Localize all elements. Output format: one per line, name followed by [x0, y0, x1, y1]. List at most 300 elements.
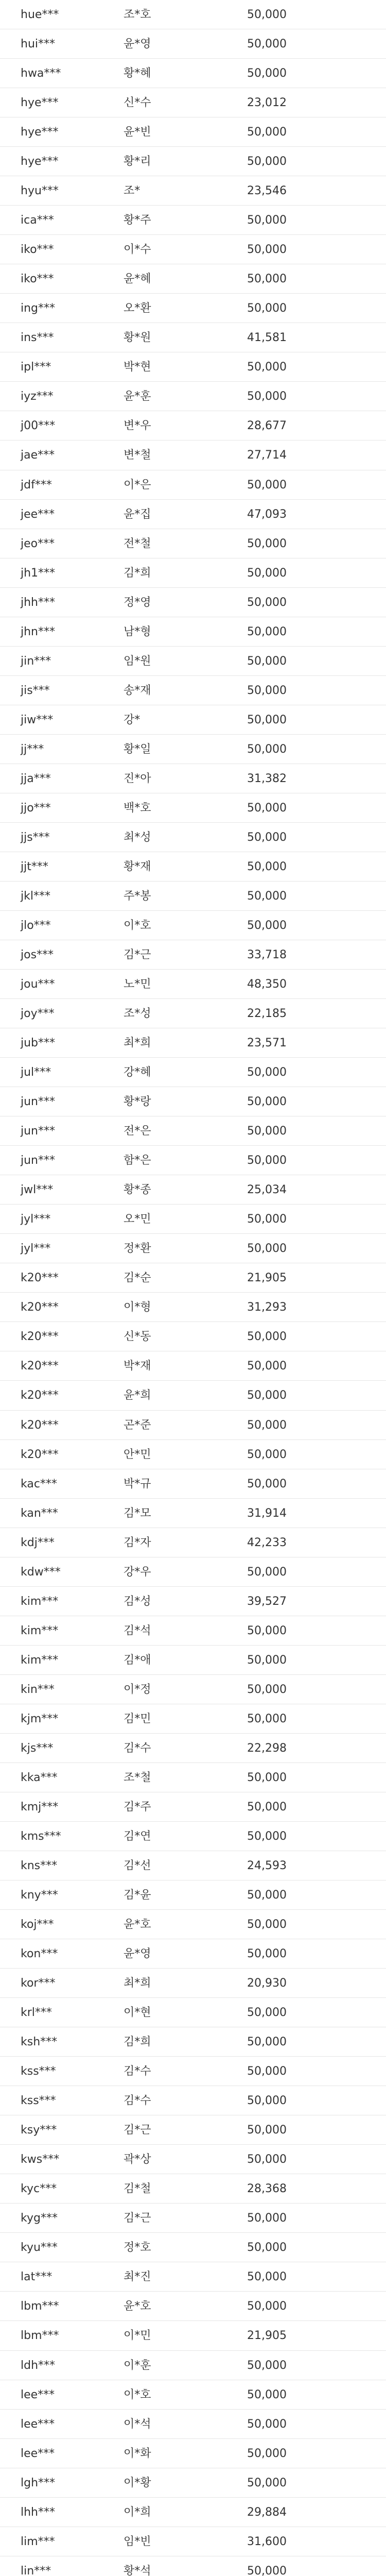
list-item [0, 206, 386, 235]
user-name: 이*황 [124, 2476, 151, 2489]
amount: 50,000 [247, 1448, 287, 1461]
list-item [0, 1675, 386, 1704]
user-id: kka*** [21, 1771, 58, 1784]
user-id: lim*** [21, 2535, 55, 2548]
user-name: 김*모 [124, 1506, 151, 1520]
amount: 50,000 [247, 2417, 287, 2431]
list-item [0, 1234, 386, 1263]
amount: 50,000 [247, 1154, 287, 1167]
amount: 50,000 [247, 1918, 287, 1931]
amount: 50,000 [247, 625, 287, 638]
user-name: 김*석 [124, 1624, 151, 1637]
user-id: jun*** [21, 1154, 55, 1167]
user-name: 김*근 [124, 2124, 151, 2137]
user-name: 김*수 [124, 1741, 151, 1755]
amount: 50,000 [247, 2447, 287, 2460]
user-name: 신*동 [124, 1330, 151, 1344]
list-item [0, 147, 386, 176]
user-name: 이*석 [124, 2417, 151, 2431]
user-id: kws*** [21, 2153, 60, 2166]
amount: 41,581 [247, 331, 287, 345]
amount: 50,000 [247, 2476, 287, 2489]
list-item [0, 1293, 386, 1322]
user-id: kan*** [21, 1506, 58, 1520]
list-item [0, 2556, 386, 2576]
user-id: jis*** [21, 684, 50, 697]
user-id: lin*** [21, 2564, 51, 2576]
amount: 50,000 [247, 2564, 287, 2576]
user-id: kyu*** [21, 2241, 58, 2255]
list-item [0, 264, 386, 294]
amount: 50,000 [247, 155, 287, 168]
list-item [0, 2292, 386, 2321]
user-name: 이*은 [124, 478, 151, 492]
list-item [0, 2498, 386, 2527]
amount: 50,000 [247, 596, 287, 609]
user-id: lbm*** [21, 2329, 59, 2343]
user-id: jlo*** [21, 919, 51, 932]
amount: 50,000 [247, 889, 287, 903]
amount: 50,000 [247, 1712, 287, 1725]
amount: 50,000 [247, 1829, 287, 1843]
list-item [0, 1880, 386, 1910]
user-name: 정*영 [124, 596, 151, 609]
amount: 50,000 [247, 126, 287, 139]
user-id: k20*** [21, 1389, 59, 1402]
amount: 50,000 [247, 2036, 287, 2049]
user-name: 김*희 [124, 566, 151, 580]
user-id: kac*** [21, 1477, 57, 1490]
user-id: jja*** [21, 772, 51, 785]
user-name: 황*리 [124, 155, 151, 168]
user-id: hye*** [21, 155, 59, 168]
user-name: 이*희 [124, 2505, 151, 2519]
amount: 22,298 [247, 1741, 287, 1755]
user-id: jwl*** [21, 1183, 54, 1197]
user-id: hwa*** [21, 67, 61, 80]
amount: 50,000 [247, 390, 287, 403]
list-item [0, 1910, 386, 1939]
user-name: 윤*영 [124, 38, 151, 51]
user-name: 조*성 [124, 1007, 151, 1021]
user-name: 김*근 [124, 2212, 151, 2225]
user-name: 오*민 [124, 1213, 151, 1226]
amount: 50,000 [247, 1683, 287, 1696]
list-item [0, 1822, 386, 1851]
amount: 50,000 [247, 243, 287, 257]
user-name: 안*민 [124, 1448, 151, 1461]
user-name: 김*철 [124, 2182, 151, 2196]
user-id: k20*** [21, 1360, 59, 1373]
user-id: kdj*** [21, 1536, 55, 1549]
amount: 50,000 [247, 1389, 287, 1402]
amount: 42,233 [247, 1536, 287, 1549]
user-id: jjs*** [21, 831, 50, 844]
amount: 50,000 [247, 2153, 287, 2166]
list-item [0, 1087, 386, 1116]
list-item [0, 970, 386, 999]
list-item [0, 29, 386, 59]
amount: 50,000 [247, 1066, 287, 1079]
list-item [0, 529, 386, 558]
user-name: 남*형 [124, 625, 151, 638]
amount: 23,571 [247, 1037, 287, 1050]
list-item [0, 294, 386, 323]
user-id: jun*** [21, 1095, 55, 1109]
amount: 50,000 [247, 38, 287, 51]
user-id: kny*** [21, 1889, 58, 1902]
user-id: jkl*** [21, 889, 50, 903]
list-item [0, 411, 386, 440]
list-item [0, 1175, 386, 1205]
user-name: 노*민 [124, 978, 151, 991]
list-item [0, 0, 386, 29]
amount: 50,000 [247, 2388, 287, 2401]
amount: 50,000 [247, 1418, 287, 1432]
user-id: jou*** [21, 978, 55, 991]
user-id: jjo*** [21, 801, 51, 815]
list-item [0, 2174, 386, 2204]
amount: 21,905 [247, 2329, 287, 2343]
amount: 50,000 [247, 1624, 287, 1637]
user-name: 최*성 [124, 831, 151, 844]
list-item [0, 1351, 386, 1381]
list-item [0, 940, 386, 970]
amount: 50,000 [247, 1947, 287, 1961]
list-item [0, 676, 386, 705]
user-name: 이*수 [124, 243, 151, 257]
amount: 50,000 [247, 860, 287, 873]
user-name: 최*희 [124, 1037, 151, 1050]
user-id: ipl*** [21, 361, 51, 374]
user-name: 백*호 [124, 801, 151, 815]
user-id: kjm*** [21, 1712, 59, 1725]
user-id: joy*** [21, 1007, 55, 1021]
user-name: 최*희 [124, 1977, 151, 1990]
user-id: kdw*** [21, 1565, 61, 1579]
user-name: 김*근 [124, 948, 151, 961]
list-item [0, 1763, 386, 1792]
user-name: 송*재 [124, 684, 151, 697]
user-id: k20*** [21, 1448, 59, 1461]
user-name: 윤*희 [124, 1389, 151, 1402]
list-item [0, 558, 386, 588]
user-name: 강* [124, 713, 141, 726]
amount: 50,000 [247, 1477, 287, 1490]
user-id: lhh*** [21, 2505, 55, 2519]
user-id: jee*** [21, 507, 55, 521]
list-item [0, 1440, 386, 1469]
user-name: 황*재 [124, 860, 151, 873]
user-name: 윤*호 [124, 2300, 151, 2313]
amount: 50,000 [247, 1125, 287, 1138]
amount: 50,000 [247, 713, 287, 726]
list-item [0, 2468, 386, 2498]
amount: 50,000 [247, 919, 287, 932]
amount: 50,000 [247, 2124, 287, 2137]
user-name: 이*형 [124, 1301, 151, 1314]
user-name: 황*주 [124, 214, 151, 227]
user-id: ica*** [21, 214, 54, 227]
user-id: k20*** [21, 1272, 59, 1285]
user-id: kim*** [21, 1595, 59, 1608]
user-id: j00*** [21, 419, 56, 433]
user-name: 황*종 [124, 1183, 151, 1197]
amount: 33,718 [247, 948, 287, 961]
list-item [0, 2262, 386, 2292]
user-id: k20*** [21, 1301, 59, 1314]
user-id: hye*** [21, 96, 59, 110]
user-id: hye*** [21, 126, 59, 139]
list-item [0, 59, 386, 88]
amount: 50,000 [247, 684, 287, 697]
user-id: iko*** [21, 273, 54, 286]
user-name: 황*원 [124, 331, 151, 345]
user-name: 변*철 [124, 449, 151, 462]
amount: 50,000 [247, 2241, 287, 2255]
amount: 50,000 [247, 831, 287, 844]
list-item [0, 2527, 386, 2556]
user-id: jyl*** [21, 1213, 51, 1226]
list-item [0, 588, 386, 617]
user-name: 이*호 [124, 2388, 151, 2401]
list-item [0, 1557, 386, 1587]
user-id: kms*** [21, 1829, 61, 1843]
user-name: 임*원 [124, 654, 151, 668]
user-id: kyc*** [21, 2182, 57, 2196]
amount: 24,593 [247, 1859, 287, 1872]
amount: 50,000 [247, 1330, 287, 1344]
amount: 23,546 [247, 184, 287, 198]
amount: 50,000 [247, 2359, 287, 2372]
user-name: 김*선 [124, 1859, 151, 1872]
amount: 48,350 [247, 978, 287, 991]
amount: 39,527 [247, 1595, 287, 1608]
list-item [0, 1381, 386, 1410]
user-name: 윤*영 [124, 1947, 151, 1961]
list-item [0, 1616, 386, 1646]
user-id: lee*** [21, 2417, 55, 2431]
amount: 28,677 [247, 419, 287, 433]
user-id: k20*** [21, 1330, 59, 1344]
amount: 50,000 [247, 1213, 287, 1226]
user-name: 김*애 [124, 1653, 151, 1667]
amount: 50,000 [247, 1653, 287, 1667]
list-item [0, 999, 386, 1028]
list-item [0, 1205, 386, 1234]
list-item [0, 2380, 386, 2410]
list-item [0, 882, 386, 911]
list-item [0, 735, 386, 764]
user-name: 전*은 [124, 1125, 151, 1138]
amount: 50,000 [247, 2094, 287, 2108]
amount: 50,000 [247, 2270, 287, 2284]
amount: 50,000 [247, 2065, 287, 2078]
user-id: ldh*** [21, 2359, 56, 2372]
list-item [0, 617, 386, 647]
amount: 31,382 [247, 772, 287, 785]
user-name: 윤*호 [124, 1918, 151, 1931]
user-id: kyg*** [21, 2212, 58, 2225]
amount: 47,093 [247, 507, 287, 521]
user-id: kin*** [21, 1683, 55, 1696]
amount: 50,000 [247, 1095, 287, 1109]
user-id: jeo*** [21, 537, 55, 550]
amount: 31,600 [247, 2535, 287, 2548]
user-name: 임*빈 [124, 2535, 151, 2548]
amount: 50,000 [247, 2212, 287, 2225]
user-name: 황*일 [124, 742, 151, 756]
user-name: 이*화 [124, 2447, 151, 2460]
user-id: jos*** [21, 948, 54, 961]
user-name: 윤*집 [124, 507, 151, 521]
list-item [0, 1734, 386, 1763]
user-id: jiw*** [21, 713, 54, 726]
list-item [0, 793, 386, 823]
list-item [0, 2057, 386, 2086]
user-name: 강*혜 [124, 1066, 151, 1079]
amount: 27,714 [247, 449, 287, 462]
list-item [0, 1146, 386, 1175]
list-item [0, 1792, 386, 1822]
user-id: kor*** [21, 1977, 56, 1990]
list-item [0, 1939, 386, 1969]
user-id: hui*** [21, 38, 55, 51]
user-name: 함*은 [124, 1154, 151, 1167]
user-name: 윤*훈 [124, 390, 151, 403]
user-name: 강*우 [124, 1565, 151, 1579]
user-name: 신*수 [124, 96, 151, 110]
list-item [0, 2027, 386, 2057]
user-name: 주*봉 [124, 889, 151, 903]
list-item [0, 1116, 386, 1146]
user-name: 변*우 [124, 419, 151, 433]
user-id: jj*** [21, 742, 44, 756]
user-name: 조* [124, 184, 141, 198]
amount: 25,034 [247, 1183, 287, 1197]
user-name: 황*석 [124, 2564, 151, 2576]
user-name: 곤*준 [124, 1418, 151, 1432]
user-name: 김*성 [124, 1595, 151, 1608]
user-name: 김*윤 [124, 1889, 151, 1902]
user-id: kim*** [21, 1653, 59, 1667]
list-item [0, 1058, 386, 1087]
user-id: jin*** [21, 654, 51, 668]
amount: 22,185 [247, 1007, 287, 1021]
user-name: 박*재 [124, 1360, 151, 1373]
user-id: krl*** [21, 2006, 52, 2020]
amount: 50,000 [247, 1800, 287, 1814]
user-id: kmj*** [21, 1800, 59, 1814]
list-item [0, 2204, 386, 2233]
user-id: jae*** [21, 449, 55, 462]
user-name: 윤*빈 [124, 126, 151, 139]
amount: 31,293 [247, 1301, 287, 1314]
amount: 50,000 [247, 2006, 287, 2020]
list-item [0, 1322, 386, 1351]
list-item [0, 1969, 386, 1998]
user-id: ins*** [21, 331, 54, 345]
user-id: ing*** [21, 302, 56, 315]
user-name: 이*훈 [124, 2359, 151, 2372]
amount: 20,930 [247, 1977, 287, 1990]
list-item [0, 500, 386, 529]
amount: 50,000 [247, 478, 287, 492]
amount: 50,000 [247, 1242, 287, 1256]
list-item [0, 2321, 386, 2350]
list-item [0, 1528, 386, 1557]
list-item [0, 1499, 386, 1528]
amount: 50,000 [247, 801, 287, 815]
user-id: hyu*** [21, 184, 59, 198]
user-id: iko*** [21, 243, 54, 257]
user-name: 황*랑 [124, 1095, 151, 1109]
list-item [0, 2351, 386, 2380]
user-name: 이*정 [124, 1683, 151, 1696]
list-item [0, 911, 386, 940]
user-id: kjs*** [21, 1741, 54, 1755]
list-item [0, 1263, 386, 1293]
list-item [0, 176, 386, 206]
user-name: 이*호 [124, 919, 151, 932]
list-item [0, 470, 386, 500]
list-item [0, 1851, 386, 1880]
user-id: lbm*** [21, 2300, 59, 2313]
user-id: k20*** [21, 1418, 59, 1432]
list-item [0, 2145, 386, 2174]
user-name: 김*희 [124, 2036, 151, 2049]
user-name: 김*수 [124, 2094, 151, 2108]
user-name: 조*철 [124, 1771, 151, 1784]
list-item [0, 705, 386, 735]
user-id: koj*** [21, 1918, 54, 1931]
user-id: jdf*** [21, 478, 52, 492]
user-name: 김*주 [124, 1800, 151, 1814]
user-name: 정*환 [124, 1242, 151, 1256]
list-item [0, 1587, 386, 1616]
user-id: jul*** [21, 1066, 51, 1079]
list-item [0, 1998, 386, 2027]
user-id: ksy*** [21, 2124, 57, 2137]
user-name: 김*자 [124, 1536, 151, 1549]
amount: 50,000 [247, 1889, 287, 1902]
user-name: 최*진 [124, 2270, 151, 2284]
user-name: 박*규 [124, 1477, 151, 1490]
user-id: lee*** [21, 2447, 55, 2460]
user-id: kss*** [21, 2094, 56, 2108]
list-item [0, 235, 386, 264]
user-id: kon*** [21, 1947, 58, 1961]
amount: 50,000 [247, 1771, 287, 1784]
list-item [0, 2439, 386, 2468]
user-id: hue*** [21, 8, 59, 21]
list-item [0, 1469, 386, 1499]
amount: 50,000 [247, 302, 287, 315]
user-name: 곽*상 [124, 2153, 151, 2166]
amount: 50,000 [247, 1360, 287, 1373]
user-name: 이*민 [124, 2329, 151, 2343]
user-name: 정*호 [124, 2241, 151, 2255]
user-id: jhh*** [21, 596, 55, 609]
user-id: kss*** [21, 2065, 56, 2078]
list-item [0, 823, 386, 852]
amount: 50,000 [247, 566, 287, 580]
list-item [0, 647, 386, 676]
amount: 50,000 [247, 654, 287, 668]
list-item [0, 440, 386, 470]
user-id: kns*** [21, 1859, 58, 1872]
user-name: 조*호 [124, 8, 151, 21]
